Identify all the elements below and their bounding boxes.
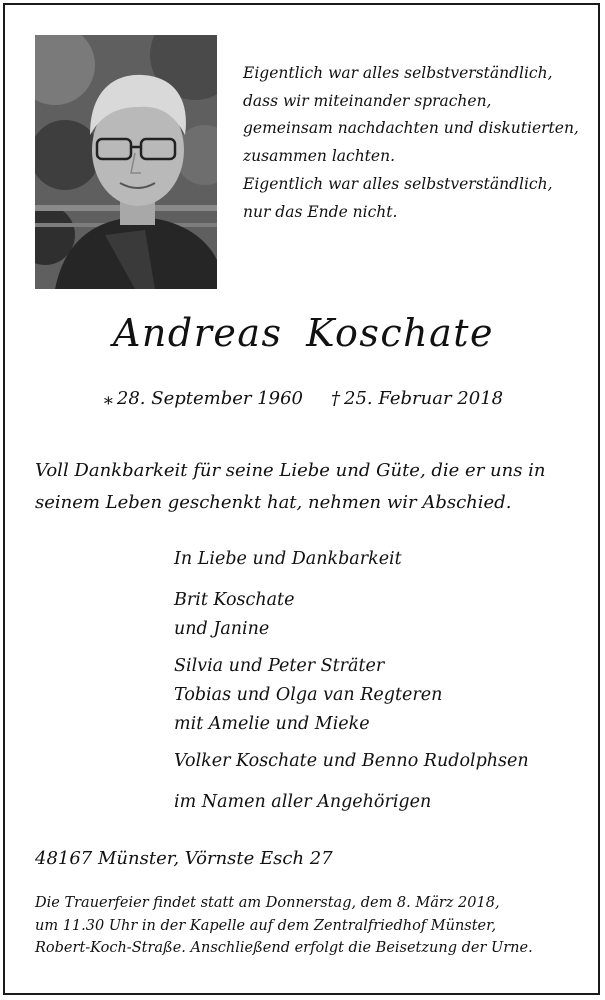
signatories <box>174 545 594 817</box>
birth-date: 28. September 1960 <box>116 388 304 409</box>
deceased-name: Andreas Koschate <box>112 311 495 355</box>
gratitude-text <box>35 455 575 519</box>
obituary-notice <box>3 3 600 995</box>
birth-symbol: ⁎ <box>103 388 113 409</box>
signatory-line: Volker Koschate und Benno Rudolphsen <box>174 751 529 771</box>
family-address: 48167 Münster, Vörnste Esch 27 <box>35 848 333 869</box>
life-dates <box>5 388 602 409</box>
poem-line: dass wir miteinander sprachen, <box>243 91 492 110</box>
signatories-intro: In Liebe und Dankbarkeit <box>174 549 402 569</box>
death-date: 25. Februar 2018 <box>344 388 504 409</box>
signatory-line: Brit Koschate <box>174 590 295 610</box>
gratitude-line: seinem Leben geschenkt hat, nehmen wir Abschied. <box>35 492 512 513</box>
poem-line: gemeinsam nachdachten und diskutierten, <box>243 119 579 138</box>
poem-line: Eigentlich war alles selbstverständlich, <box>243 64 553 82</box>
poem-line: zusammen lachten. <box>243 147 395 166</box>
portrait-image <box>35 35 217 289</box>
poem-line: nur das Ende nicht. <box>243 202 398 221</box>
signatories-closing: im Namen aller Angehörigen <box>174 792 432 812</box>
signatory-line: mit Amelie und Mieke <box>174 714 370 734</box>
portrait-photo <box>35 35 217 289</box>
signatory-line: Silvia und Peter Sträter <box>174 656 385 676</box>
funeral-line: um 11.30 Uhr in der Kapelle auf dem Zentralfriedhof Münster, <box>35 917 497 934</box>
funeral-details <box>35 892 580 960</box>
death-symbol: † <box>331 388 341 409</box>
gratitude-line: Voll Dankbarkeit für seine Liebe und Güte, die er uns in <box>35 460 546 481</box>
signatory-line: Tobias und Olga van Regteren <box>174 685 443 705</box>
funeral-line: Die Trauerfeier findet statt am Donnerstag, dem 8. März 2018, <box>35 895 500 911</box>
poem <box>243 60 588 226</box>
poem-line: Eigentlich war alles selbstverständlich, <box>243 174 553 193</box>
funeral-line: Robert-Koch-Straße. Anschließend erfolgt die Beisetzung der Urne. <box>35 940 533 957</box>
signatory-line: und Janine <box>174 619 270 639</box>
